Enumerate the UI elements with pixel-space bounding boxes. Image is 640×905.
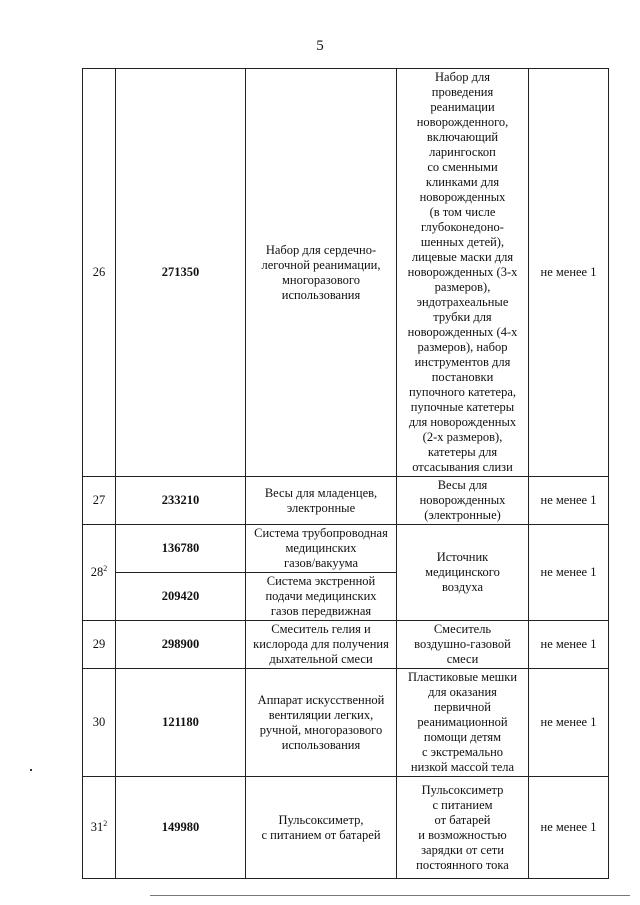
- item-code: 298900: [116, 621, 246, 669]
- page-number: 5: [316, 38, 324, 54]
- item-name: Пульсоксиметр, с питанием от батарей: [246, 777, 397, 879]
- row-number: 29: [83, 621, 116, 669]
- item-description: Пластиковые мешки для оказания первичной реанимационной помощи детям с экстремально низкой массой тела: [397, 669, 529, 777]
- item-name: Весы для младенцев, электронные: [246, 477, 397, 525]
- item-description: Весы для новорожденных (электронные): [397, 477, 529, 525]
- row-number: 26: [83, 69, 116, 477]
- scan-speck: [30, 769, 32, 771]
- row-number: 30: [83, 669, 116, 777]
- item-name: Система экстренной подачи медицинских газов передвижная: [246, 573, 397, 621]
- item-name: Система трубопроводная медицинских газов/вакуума: [246, 525, 397, 573]
- item-code: 233210: [116, 477, 246, 525]
- item-name: Аппарат искусственной вентиляции легких, ручной, многоразового использования: [246, 669, 397, 777]
- row-number: $31^2$: [83, 777, 116, 879]
- item-description: Смеситель воздушно-газовой смеси: [397, 621, 529, 669]
- item-quantity: не менее 1: [529, 777, 609, 879]
- table-row: [83, 69, 609, 477]
- item-code: 209420: [116, 573, 246, 621]
- item-quantity: не менее 1: [529, 477, 609, 525]
- table-row: [83, 669, 609, 777]
- item-description: Пульсоксиметр с питанием от батарей и возможностью зарядки от сети постоянного тока: [397, 777, 529, 879]
- item-name: Набор для сердечно- легочной реанимации, многоразового использования: [246, 69, 397, 477]
- equipment-table: [82, 68, 609, 879]
- table-row: [83, 525, 609, 573]
- footnote-mark: 2: [103, 563, 108, 573]
- item-quantity: не менее 1: [529, 669, 609, 777]
- item-code: 136780: [116, 525, 246, 573]
- item-name: Смеситель гелия и кислорода для получения дыхательной смеси: [246, 621, 397, 669]
- item-description: Источник медицинского воздуха: [397, 525, 529, 621]
- table-row: [83, 477, 609, 525]
- item-code: 271350: [116, 69, 246, 477]
- footnote-mark: 2: [103, 818, 108, 828]
- table-row: [83, 777, 609, 879]
- table-row: [83, 621, 609, 669]
- item-quantity: не менее 1: [529, 69, 609, 477]
- item-quantity: не менее 1: [529, 621, 609, 669]
- item-description: Набор для проведения реанимации новорожденного, включающий ларингоскоп со сменными клинками для новорожденных (в том числе глубоконедоно- шенных детей), лицевые маски для новорожденных (3-х размеров), эндотрахеальные трубки для новорожденных (4-х размеров), набор инструментов для постановки пупочного катетера, пупочные катетеры для новорожденных (2-х размеров), катетеры для отсасывания слизи: [397, 69, 529, 477]
- item-quantity: не менее 1: [529, 525, 609, 621]
- scan-edge-line: [150, 895, 630, 896]
- item-code: 149980: [116, 777, 246, 879]
- row-number: 27: [83, 477, 116, 525]
- item-code: 121180: [116, 669, 246, 777]
- row-number: $28^2$: [83, 525, 116, 621]
